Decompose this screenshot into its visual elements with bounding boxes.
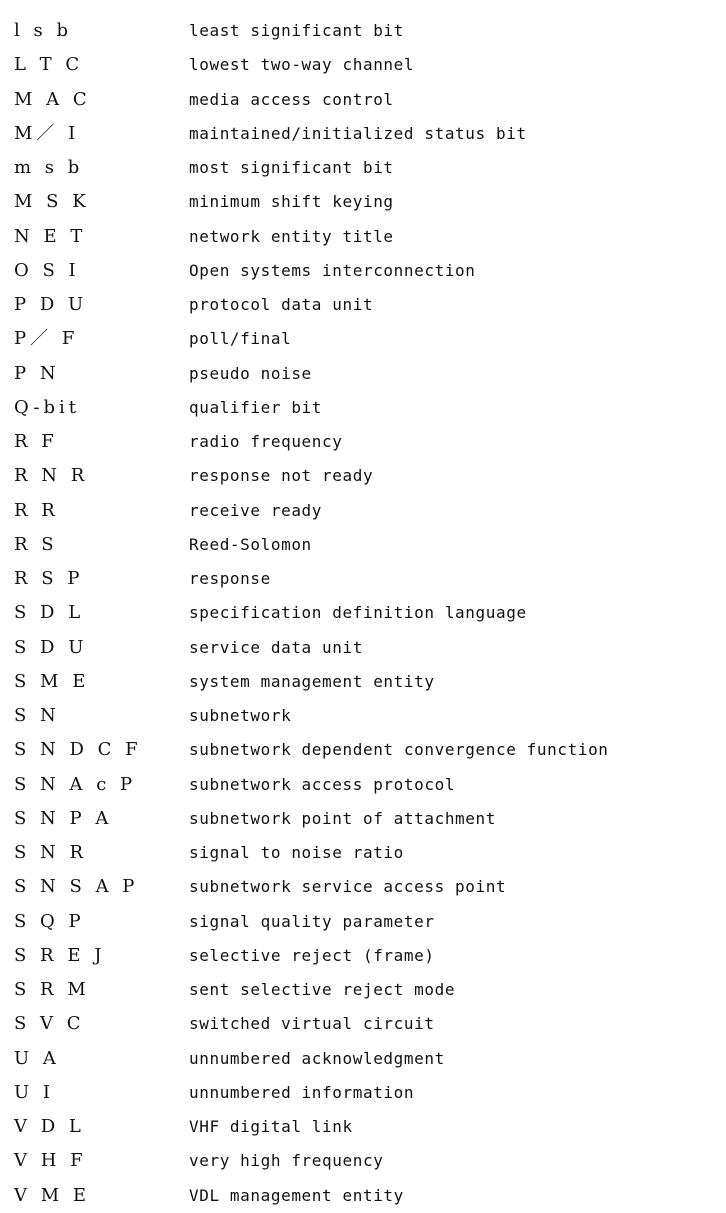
abbreviation-term: N E T bbox=[14, 225, 87, 247]
abbreviation-row bbox=[0, 48, 726, 82]
abbreviation-term: S N D C F bbox=[14, 739, 142, 761]
abbreviation-term: R N R bbox=[14, 465, 89, 487]
abbreviation-definition: subnetwork dependent convergence function bbox=[189, 740, 609, 760]
abbreviation-definition: subnetwork service access point bbox=[189, 877, 507, 897]
abbreviation-row bbox=[0, 1007, 726, 1041]
abbreviation-row bbox=[0, 151, 726, 185]
abbreviation-row bbox=[0, 322, 726, 356]
abbreviation-definition: pseudo noise bbox=[189, 363, 312, 383]
abbreviation-row bbox=[0, 939, 726, 973]
abbreviation-definition: Open systems interconnection bbox=[189, 260, 476, 280]
abbreviation-definition: least significant bit bbox=[189, 21, 404, 40]
abbreviation-definition: VHF digital link bbox=[189, 1117, 353, 1136]
abbreviation-definition: signal quality parameter bbox=[189, 911, 435, 931]
abbreviation-term: l s b bbox=[14, 20, 72, 41]
abbreviation-definition: network entity title bbox=[189, 226, 394, 246]
abbreviation-definition: qualifier bit bbox=[189, 397, 323, 417]
abbreviation-definition: response bbox=[189, 569, 271, 588]
abbreviation-row bbox=[0, 494, 726, 528]
abbreviation-row bbox=[0, 973, 726, 1007]
abbreviation-definition: switched virtual circuit bbox=[189, 1014, 435, 1034]
abbreviation-definition: subnetwork access protocol bbox=[189, 774, 456, 794]
abbreviation-term: S N S A P bbox=[14, 876, 139, 898]
abbreviation-term: R R bbox=[14, 499, 59, 521]
abbreviation-row bbox=[0, 254, 726, 288]
abbreviation-row bbox=[0, 117, 726, 151]
abbreviation-definition: radio frequency bbox=[189, 432, 343, 451]
abbreviation-term: M S K bbox=[14, 191, 90, 213]
abbreviation-row bbox=[0, 288, 726, 322]
abbreviation-row bbox=[0, 425, 726, 459]
abbreviation-row bbox=[0, 905, 726, 939]
abbreviation-definition: sent selective reject mode bbox=[189, 980, 456, 999]
abbreviation-term: P／ F bbox=[14, 328, 79, 350]
abbreviation-definition: Reed-Solomon bbox=[189, 534, 312, 554]
abbreviation-term: R S P bbox=[14, 568, 84, 589]
abbreviation-definition: very high frequency bbox=[189, 1151, 384, 1171]
abbreviation-definition: signal to noise ratio bbox=[189, 843, 404, 862]
abbreviation-row bbox=[0, 357, 726, 391]
abbreviation-row bbox=[0, 185, 726, 219]
abbreviation-term: V D L bbox=[14, 1116, 85, 1137]
abbreviation-term: m s b bbox=[14, 157, 84, 178]
abbreviation-definition: protocol data unit bbox=[189, 295, 374, 314]
abbreviation-row bbox=[0, 1042, 726, 1076]
abbreviation-row bbox=[0, 220, 726, 254]
abbreviation-row bbox=[0, 870, 726, 904]
abbreviation-definition: lowest two-way channel bbox=[189, 55, 415, 75]
abbreviation-term: S V C bbox=[14, 1013, 85, 1035]
abbreviation-term: S D L bbox=[14, 602, 85, 624]
abbreviation-definition: selective reject (frame) bbox=[189, 945, 435, 965]
abbreviation-row bbox=[0, 1076, 726, 1110]
abbreviation-term: S M E bbox=[14, 670, 90, 692]
abbreviation-definition: maintained/initialized status bit bbox=[189, 123, 527, 143]
abbreviation-row bbox=[0, 1144, 726, 1178]
abbreviation-term: S N R bbox=[14, 842, 88, 863]
abbreviation-term: S R E J bbox=[14, 944, 106, 966]
abbreviation-definition: media access control bbox=[189, 89, 394, 109]
abbreviation-term: L T C bbox=[14, 54, 84, 76]
abbreviation-term: P N bbox=[14, 362, 60, 384]
abbreviation-definition: unnumbered information bbox=[189, 1082, 415, 1102]
abbreviation-row bbox=[0, 459, 726, 493]
abbreviation-term: S N P A bbox=[14, 807, 113, 829]
abbreviation-row bbox=[0, 768, 726, 802]
abbreviation-term: S R M bbox=[14, 979, 90, 1000]
abbreviation-row bbox=[0, 1179, 726, 1213]
abbreviation-term: V M E bbox=[14, 1184, 91, 1206]
abbreviation-definition: service data unit bbox=[189, 637, 363, 657]
abbreviation-list bbox=[0, 14, 726, 1213]
abbreviation-row bbox=[0, 699, 726, 733]
abbreviation-row bbox=[0, 665, 726, 699]
abbreviation-definition: VDL management entity bbox=[189, 1185, 404, 1205]
abbreviation-row bbox=[0, 733, 726, 767]
abbreviation-definition: most significant bit bbox=[189, 158, 394, 177]
abbreviation-term: Q-bit bbox=[14, 396, 81, 418]
abbreviation-definition: subnetwork point of attachment bbox=[189, 808, 496, 828]
abbreviation-row bbox=[0, 391, 726, 425]
abbreviation-definition: subnetwork bbox=[189, 706, 292, 725]
abbreviation-row bbox=[0, 802, 726, 836]
abbreviation-term: S Q P bbox=[14, 910, 85, 932]
abbreviation-row bbox=[0, 596, 726, 630]
abbreviation-definition: minimum shift keying bbox=[189, 192, 394, 212]
abbreviation-term: U I bbox=[14, 1081, 55, 1103]
abbreviation-definition: poll/final bbox=[189, 329, 292, 349]
abbreviation-term: V H F bbox=[14, 1150, 87, 1172]
abbreviation-term: M／ I bbox=[14, 122, 80, 144]
abbreviation-row bbox=[0, 83, 726, 117]
abbreviation-row bbox=[0, 562, 726, 596]
abbreviation-term: S N bbox=[14, 705, 60, 726]
abbreviation-definition: response not ready bbox=[189, 466, 374, 486]
abbreviation-definition: specification definition language bbox=[189, 603, 527, 623]
abbreviation-definition: receive ready bbox=[189, 500, 323, 520]
abbreviation-term: P D U bbox=[14, 294, 88, 315]
abbreviation-row bbox=[0, 528, 726, 562]
abbreviation-definition: system management entity bbox=[189, 671, 435, 691]
abbreviation-term: S D U bbox=[14, 636, 88, 658]
abbreviation-row bbox=[0, 836, 726, 870]
abbreviation-term: R F bbox=[14, 431, 58, 452]
abbreviation-row bbox=[0, 14, 726, 48]
abbreviation-term: M A C bbox=[14, 88, 91, 110]
abbreviation-term: S N A c P bbox=[14, 773, 137, 795]
abbreviation-definition: unnumbered acknowledgment bbox=[189, 1048, 445, 1068]
abbreviation-term: O S I bbox=[14, 259, 80, 281]
abbreviation-term: R S bbox=[14, 533, 58, 555]
abbreviation-row bbox=[0, 631, 726, 665]
abbreviation-term: U A bbox=[14, 1047, 60, 1069]
abbreviation-row bbox=[0, 1110, 726, 1144]
